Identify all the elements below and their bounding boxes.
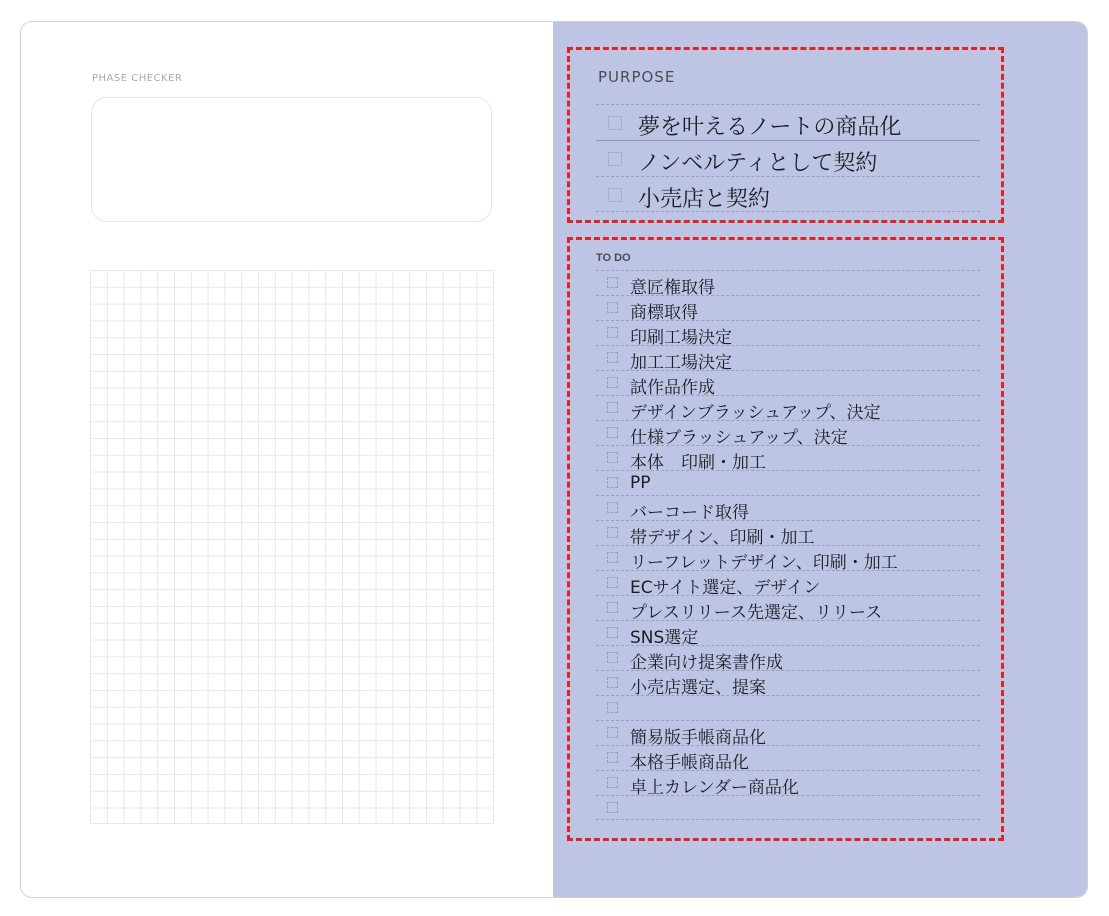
todo-item-label: 加工工場決定 [630,353,732,373]
todo-checkbox[interactable] [607,277,618,288]
todo-item-label: リーフレットデザイン、印刷・加工 [630,553,898,573]
purpose-item [596,176,980,212]
todo-item [596,745,980,773]
todo-item-label: PP [630,473,651,493]
todo-checkbox[interactable] [607,502,618,513]
todo-item-label: デザインブラッシュアップ、決定 [630,403,881,423]
todo-item-label: 本体 印刷・加工 [630,453,766,473]
purpose-item-label: 夢を叶えるノートの商品化 [638,115,902,140]
todo-item-label: 商標取得 [630,303,698,323]
purpose-item-label: ノンベルティとして契約 [638,151,878,176]
purpose-item [596,140,980,176]
todo-item [596,495,980,523]
todo-item-label: 試作品作成 [630,378,715,398]
grid-notes-area[interactable] [90,270,494,824]
purpose-checkbox[interactable] [608,152,622,166]
todo-item [596,595,980,623]
todo-item [596,395,980,423]
todo-checkbox[interactable] [607,702,618,713]
todo-item [596,520,980,548]
purpose-section [567,47,1004,223]
todo-checkbox[interactable] [607,327,618,338]
todo-item [596,545,980,573]
todo-item [596,720,980,748]
todo-item [596,370,980,398]
todo-item-label: ECサイト選定、デザイン [630,578,821,598]
todo-checkbox[interactable] [607,802,618,813]
purpose-item-label: 小売店と契約 [638,187,771,212]
todo-checkbox[interactable] [607,752,618,763]
todo-list [596,270,980,820]
purpose-checkbox[interactable] [608,116,622,130]
todo-checkbox[interactable] [607,677,618,688]
purpose-title: PURPOSE [598,68,676,86]
todo-item-label: 印刷工場決定 [630,328,732,348]
todo-checkbox[interactable] [607,627,618,638]
todo-checkbox[interactable] [607,652,618,663]
todo-item-label: プレスリリース先選定、リリース [630,603,883,623]
todo-checkbox[interactable] [607,577,618,588]
todo-item [596,770,980,798]
todo-item [596,470,980,495]
todo-item [596,345,980,373]
todo-item [596,695,980,720]
todo-checkbox[interactable] [607,727,618,738]
todo-title: TO DO [596,252,631,264]
todo-section [567,237,1004,841]
phase-checker-box[interactable] [91,97,492,222]
todo-checkbox[interactable] [607,302,618,313]
todo-item-label: 簡易版手帳商品化 [630,728,766,748]
todo-checkbox[interactable] [607,427,618,438]
todo-item-label: SNS選定 [630,628,699,648]
todo-item [596,670,980,698]
todo-checkbox[interactable] [607,477,618,488]
todo-item-label: 企業向け提案書作成 [630,653,783,673]
phase-checker-label: PHASE CHECKER [92,73,183,84]
todo-item [596,445,980,473]
todo-item-label: 本格手帳商品化 [630,753,749,773]
todo-item [596,620,980,648]
todo-checkbox[interactable] [607,777,618,788]
todo-checkbox[interactable] [607,377,618,388]
todo-item [596,420,980,448]
todo-checkbox[interactable] [607,402,618,413]
todo-item [596,795,980,820]
todo-item [596,295,980,323]
todo-item [596,320,980,348]
todo-item-label: 卓上カレンダー商品化 [630,778,799,798]
todo-item-label: 意匠権取得 [630,278,715,298]
todo-checkbox[interactable] [607,602,618,613]
todo-item-label: 帯デザイン、印刷・加工 [630,528,815,548]
todo-item-label: 小売店選定、提案 [630,678,766,698]
todo-item [596,270,980,298]
todo-item [596,645,980,673]
purpose-list [596,104,980,212]
todo-checkbox[interactable] [607,352,618,363]
purpose-item [596,104,980,140]
todo-item-label: 仕様ブラッシュアップ、決定 [630,428,848,448]
left-page [21,22,553,897]
todo-item [596,570,980,598]
todo-checkbox[interactable] [607,452,618,463]
todo-checkbox[interactable] [607,527,618,538]
purpose-checkbox[interactable] [608,188,622,202]
todo-item-label: バーコード取得 [630,503,749,523]
todo-checkbox[interactable] [607,552,618,563]
